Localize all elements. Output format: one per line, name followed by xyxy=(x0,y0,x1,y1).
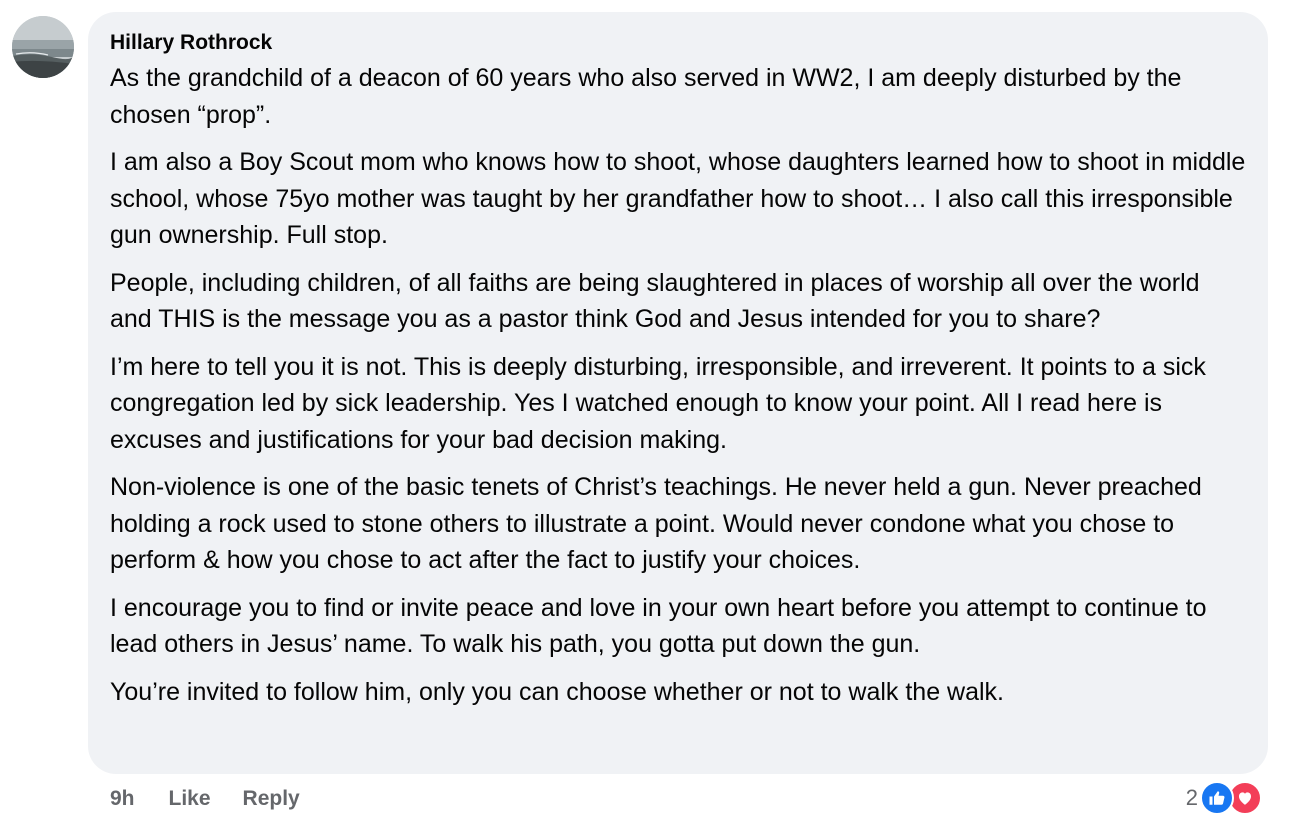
reply-button[interactable]: Reply xyxy=(242,787,300,810)
comment-paragraph: I’m here to tell you it is not. This is deeply disturbing, irresponsible, and irreverent. It points to a sick congregation led by sick leadership. Yes I watched enough to know your point. All I read here is excuses and justifications for your bad decision making. xyxy=(110,352,1206,454)
avatar-beach-image xyxy=(12,16,74,78)
reaction-count: 2 xyxy=(1185,785,1198,810)
comment-paragraph: As the grandchild of a deacon of 60 years who also served in WW2, I am deeply disturbed by the chosen “prop”. xyxy=(110,64,1182,129)
comment-timestamp[interactable]: 9h xyxy=(110,787,135,810)
comment-body xyxy=(110,60,1248,710)
comment-author-name[interactable]: Hillary Rothrock xyxy=(110,31,273,54)
comment-paragraph: I am also a Boy Scout mom who knows how to shoot, whose daughters learned how to shoot in middle school, whose 75yo mother was taught by her grandfather how to shoot… I also call this irresponsible gun ownership. Full stop. xyxy=(110,148,1246,249)
thumbs-up-icon xyxy=(1200,781,1234,815)
comment-paragraph: People, including children, of all faiths are being slaughtered in places of worship all over the world and THIS is the message you as a pastor think God and Jesus intended for you to share? xyxy=(110,268,1200,333)
comment-actions xyxy=(110,784,300,814)
reactions-summary[interactable] xyxy=(1186,780,1262,816)
comment-paragraph: I encourage you to find or invite peace and love in your own heart before you attempt to continue to lead others in Jesus’ name. To walk his path, you gotta put down the gun. xyxy=(110,593,1207,658)
like-button[interactable]: Like xyxy=(168,787,211,810)
comment-paragraph: Non-violence is one of the basic tenets of Christ’s teachings. He never held a gun. Never preached holding a rock used to stone others to illustrate a point. Would never condone what you chose to perform & how you chose to act after the fact to justify your choices. xyxy=(110,473,1202,574)
comment-bubble xyxy=(88,12,1268,774)
avatar[interactable] xyxy=(12,16,74,78)
comment-paragraph: You’re invited to follow him, only you can choose whether or not to walk the walk. xyxy=(110,677,1005,706)
